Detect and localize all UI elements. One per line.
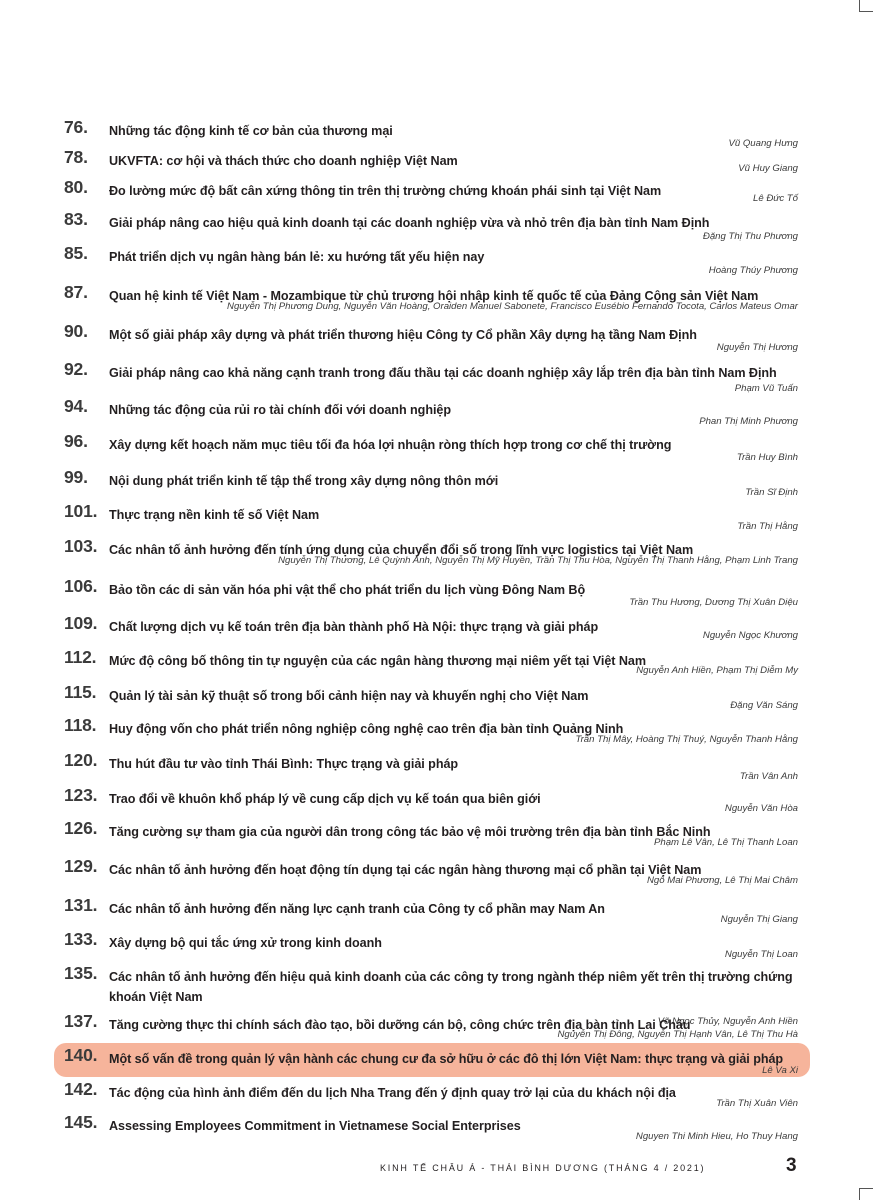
article-authors: Trần Sĩ Định [745,487,798,498]
article-title: Xây dựng bộ qui tắc ứng xử trong kinh doanh [109,936,382,950]
article-authors: Trần Thị Mây, Hoàng Thị Thuý, Nguyễn Thanh Hằng [575,734,798,745]
article-authors: Nguyễn Thị Giang [720,914,798,925]
page-ref: 83. [64,209,88,229]
journal-footer: KINH TẾ CHÂU Á - THÁI BÌNH DƯƠNG (THÁNG 4 / 2021) [380,1163,706,1173]
article-title: Tăng cường thực thi chính sách đào tạo, bồi dưỡng cán bộ, công chức trên địa bàn tỉnh Lai Châu [109,1018,691,1032]
article-title: Thu hút đầu tư vào tỉnh Thái Bình: Thực trạng và giải pháp [109,757,459,771]
article-authors: Trần Thu Hương, Dương Thị Xuân Diệu [629,597,798,608]
article-authors: Vũ Quang Hưng [728,138,798,149]
article-authors: Phạm Lê Vân, Lê Thị Thanh Loan [653,837,798,848]
page-ref: 96. [64,431,88,451]
article-authors: Nguyễn Thị Thương, Lê Quỳnh Anh, Nguyễn Thị Mỹ Huyền, Trần Thị Thu Hòa, Nguyễn Thị Thanh Hằng, Phạm Linh Trang [278,555,798,566]
article-authors: Lê Đức Tố [752,193,798,204]
article-title: Bảo tồn các di sản văn hóa phi vật thể cho phát triển du lịch vùng Đông Nam Bộ [109,583,586,597]
article-title: Chất lượng dịch vụ kế toán trên địa bàn thành phố Hà Nội: thực trạng và giải pháp [109,620,599,634]
article-authors: Vũ Huy Giang [738,163,798,174]
page-ref: 76. [64,117,88,137]
article-title: Tác động của hình ảnh điểm đến du lịch Nha Trang đến ý định quay trở lại của du khách nội địa [109,1086,676,1100]
article-title: Các nhân tố ảnh hưởng đến hoạt động tín dụng tại các ngân hàng thương mại cổ phần tại Việt Nam [109,863,702,877]
page-ref: 135. [64,963,98,983]
article-authors: Nguyễn Thị Hương [716,342,798,353]
article-authors: Nguyễn Thị Đông, Nguyễn Thị Hạnh Vân, Lê Thị Thu Hà [557,1029,798,1040]
article-title: Một số giải pháp xây dựng và phát triển thương hiệu Công ty Cổ phần Xây dựng hạ tầng Nam Định [109,328,697,342]
article-title: Quản lý tài sản kỹ thuật số trong bối cảnh hiện nay và khuyến nghị cho Việt Nam [109,689,589,703]
page-ref: 137. [64,1011,98,1031]
page-ref: 112. [64,647,97,667]
article-authors: Phan Thị Minh Phương [699,416,798,427]
article-authors: Nguyen Thi Minh Hieu, Ho Thuy Hang [635,1131,798,1142]
article-authors: Trần Huy Bình [736,452,798,463]
article-title: Các nhân tố ảnh hưởng đến tính ứng dụng của chuyển đổi số trong lĩnh vực logistics tại Việt Nam [109,543,694,557]
page-ref: 120. [64,750,98,770]
article-title: Mức độ công bố thông tin tự nguyện của các ngân hàng thương mại niêm yết tại Việt Nam [109,654,647,668]
article-authors: Đặng Thị Thu Phương [702,231,798,242]
page-ref: 85. [64,243,88,263]
article-authors: Phạm Vũ Tuấn [734,383,798,394]
page-ref: 101. [64,501,98,521]
page-ref: 92. [64,359,88,379]
page-ref: 94. [64,396,88,416]
article-title: Assessing Employees Commitment in Vietnamese Social Enterprises [109,1119,521,1133]
article-authors: Nguyễn Thị Loan [724,949,798,960]
article-authors: Nguyễn Văn Hòa [724,803,798,814]
page-ref: 87. [64,282,88,302]
article-title: Trao đổi về khuôn khổ pháp lý về cung cấp dịch vụ kế toán qua biên giới [109,792,541,806]
article-authors: Hoàng Thúy Phương [708,265,798,276]
article-title: Nội dung phát triển kinh tế tập thể trong xây dựng nông thôn mới [109,474,499,488]
article-title: Giải pháp nâng cao khả năng cạnh tranh trong đấu thầu tại các doanh nghiệp xây lắp trên địa bàn tỉnh Nam Định [109,366,777,380]
article-title: Đo lường mức độ bất cân xứng thông tin trên thị trường chứng khoán phái sinh tại Việt Nam [109,184,662,198]
page-ref: 99. [64,467,88,487]
article-title: Thực trạng nền kinh tế số Việt Nam [109,508,320,522]
article-authors: Nguyễn Anh Hiền, Phạm Thị Diễm My [636,665,798,676]
article-authors: Trần Thị Hằng [737,521,798,532]
page-ref: 131. [64,895,98,915]
article-title: Huy động vốn cho phát triển nông nghiệp công nghệ cao trên địa bàn tỉnh Quảng Ninh [109,722,624,736]
page-ref: 103. [64,536,98,556]
page-number: 3 [786,1155,797,1176]
article-authors: Võ Ngọc Thủy, Nguyễn Anh Hiền [657,1016,798,1027]
article-authors: Trần Thị Xuân Viên [716,1098,798,1109]
page-ref: 126. [64,818,98,838]
article-title: Những tác động kinh tế cơ bản của thương mại [109,124,393,138]
page-ref: 129. [64,856,98,876]
page-ref: 142. [64,1079,98,1099]
page-ref: 123. [64,785,98,805]
article-title: Xây dựng kết hoạch năm mục tiêu tối đa hóa lợi nhuận ròng thích hợp trong cơ chế thị trường [109,438,672,452]
article-authors: Lê Va Xi [762,1065,798,1076]
article-title: Các nhân tố ảnh hưởng đến năng lực cạnh tranh của Công ty cổ phần may Nam An [109,902,605,916]
article-authors: Trần Vân Anh [739,771,798,782]
page-ref: 90. [64,321,88,341]
article-authors: Nguyễn Ngọc Khương [702,630,798,641]
page-ref: 133. [64,929,98,949]
page-ref: 106. [64,576,98,596]
article-title: Các nhân tố ảnh hưởng đến hiệu quả kinh doanh của các công ty trong ngành thép niêm yết trên thị trường chứng khoán Việt Nam [109,970,793,1004]
article-title: UKVFTA: cơ hội và thách thức cho doanh nghiệp Việt Nam [109,154,458,168]
article-authors: Đặng Văn Sáng [730,700,798,711]
page-ref: 109. [64,613,98,633]
article-title: Giải pháp nâng cao hiệu quả kinh doanh tại các doanh nghiệp vừa và nhỏ trên địa bàn tỉnh Nam Định [109,216,710,230]
article-title: Một số vấn đề trong quản lý vận hành các chung cư đa sở hữu ở các đô thị lớn Việt Nam: thực trạng và giải pháp [109,1052,784,1066]
page-ref: 118. [64,715,97,735]
article-authors: Ngô Mai Phương, Lê Thị Mai Châm [646,875,798,886]
article-title: Quan hệ kinh tế Việt Nam - Mozambique từ chủ trương hội nhập kinh tế quốc tế của Đảng Cộng sản Việt Nam [109,289,759,303]
page-ref: 140. [64,1045,98,1065]
page-ref: 145. [64,1112,98,1132]
page-ref: 115. [64,682,97,702]
page-ref: 78. [64,147,88,167]
page-ref: 80. [64,177,88,197]
article-title: Tăng cường sự tham gia của người dân trong công tác bảo vệ môi trường trên địa bàn tỉnh Bắc Ninh [109,825,711,839]
article-title: Phát triển dịch vụ ngân hàng bán lẻ: xu hướng tất yếu hiện nay [109,250,485,264]
article-authors: Nguyễn Thị Phương Dung, Nguyễn Văn Hoàng, Oraiden Manuel Sabonete, Francisco Eusébio Fernando Tocota, Carlos Mateus Omar [227,301,798,312]
article-title: Những tác động của rủi ro tài chính đối với doanh nghiệp [109,403,452,417]
